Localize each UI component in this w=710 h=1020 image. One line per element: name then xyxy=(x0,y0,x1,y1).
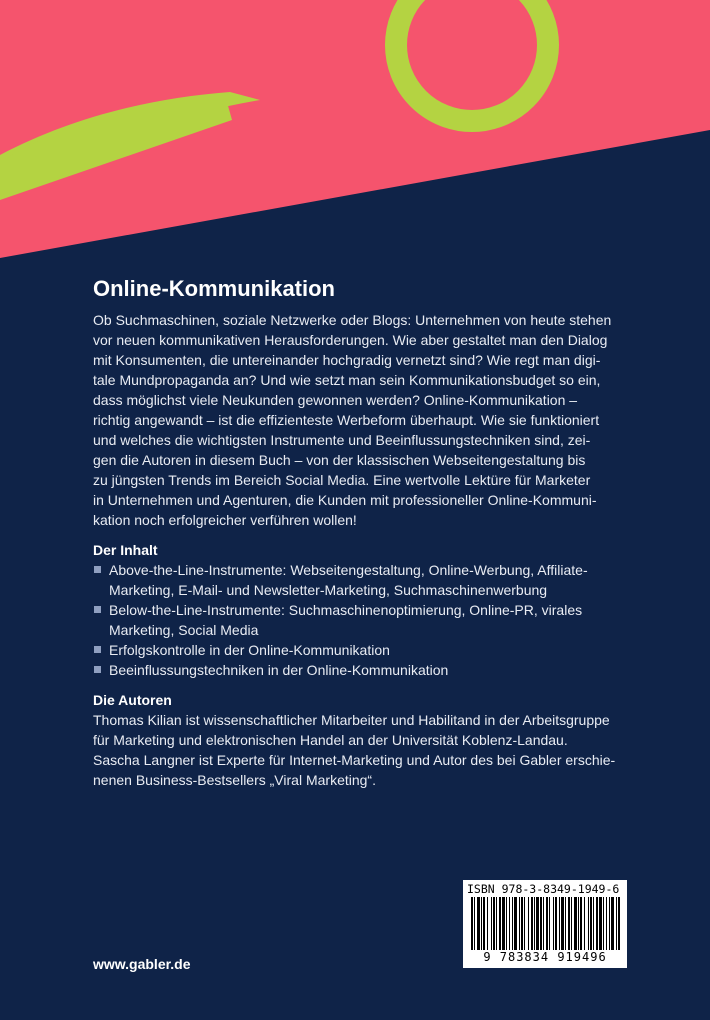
intro-line: vor neuen kommunikativen Herausforderungen. Wie aber gestaltet man den Dialog xyxy=(93,332,608,349)
barcode-bar xyxy=(553,897,554,950)
square-bullet-icon xyxy=(94,606,101,613)
barcode-bar xyxy=(512,897,513,950)
barcode-bar xyxy=(543,897,544,950)
intro-line: und welches die wichtigsten Instrumente und Beeinflussungstechniken sind, zei- xyxy=(93,432,591,449)
barcode-bar xyxy=(616,897,617,950)
barcode-bar xyxy=(609,897,610,950)
barcode-bar xyxy=(571,897,572,950)
authors-line: nenen Business-Bestsellers „Viral Marketing“. xyxy=(93,772,376,789)
barcode-bar xyxy=(502,897,505,950)
barcode-bar xyxy=(524,897,525,950)
barcode-bar xyxy=(606,897,607,950)
barcode-bar xyxy=(555,897,557,950)
barcode-bar xyxy=(580,897,582,950)
authors-paragraph xyxy=(93,710,625,790)
barcode-bar xyxy=(474,897,475,950)
intro-line: Ob Suchmaschinen, soziale Netzwerke oder Blogs: Unternehmen von heute stehen xyxy=(93,312,612,329)
barcode-bar xyxy=(506,897,507,950)
square-bullet-icon xyxy=(94,666,101,673)
barcode-bar xyxy=(534,897,535,950)
square-bullet-icon xyxy=(94,646,101,653)
barcode-bar xyxy=(568,897,570,950)
intro-line: in Unternehmen und Agenturen, die Kunden mit professioneller Online-Kommuni- xyxy=(93,492,597,509)
intro-line: zu jüngsten Trends im Bereich Social Media. Eine wertvolle Lektüre für Marketer xyxy=(93,472,591,489)
publisher-website: www.gabler.de xyxy=(93,956,191,972)
barcode-bar xyxy=(611,897,614,950)
intro-line: tale Mundpropaganda an? Und wie setzt man sein Kommunikationsbudget so ein, xyxy=(93,372,601,389)
barcode-bar xyxy=(496,897,497,950)
barcode-bar xyxy=(618,897,620,950)
barcode-bar xyxy=(487,897,488,950)
barcode-bar xyxy=(549,897,550,950)
barcode-bar xyxy=(499,897,501,950)
list-item-line: Erfolgskontrolle in der Online-Kommunikation xyxy=(109,642,390,659)
barcode-bar xyxy=(599,897,602,950)
square-bullet-icon xyxy=(94,566,101,573)
barcode-bar xyxy=(574,897,577,950)
book-title: Online-Kommunikation xyxy=(93,276,335,301)
barcode-bar xyxy=(481,897,482,950)
barcode-bar xyxy=(493,897,495,950)
barcode-bar xyxy=(509,897,510,950)
isbn-barcode-box xyxy=(463,880,627,968)
list-item-line: Below-the-Line-Instrumente: Suchmaschinenoptimierung, Online-PR, virales xyxy=(109,602,583,619)
barcode-bar xyxy=(596,897,598,950)
list-item xyxy=(93,600,625,640)
list-item-line: Beeinflussungstechniken in der Online-Kommunikation xyxy=(109,662,449,679)
list-item xyxy=(93,660,625,680)
contents-list xyxy=(93,560,625,680)
barcode-bar xyxy=(519,897,520,950)
list-item xyxy=(93,560,625,600)
intro-line: dass möglichst viele Neukunden gewonnen werden? Online-Kommunikation – xyxy=(93,392,578,409)
barcode-bar xyxy=(477,897,480,950)
barcode-bar xyxy=(546,897,548,950)
intro-line: richtig angewandt – ist die effizienteste Werbeform überhaupt. Wie sie funktioniert xyxy=(93,412,600,429)
barcode-bar xyxy=(528,897,529,950)
list-item-line: Marketing, Social Media xyxy=(109,622,259,639)
barcode-bar xyxy=(561,897,564,950)
intro-paragraph xyxy=(93,310,625,530)
authors-line: Sascha Langner ist Experte für Internet-Marketing und Autor des bei Gabler erschie- xyxy=(93,752,616,769)
barcode-bar xyxy=(483,897,485,950)
contents-heading: Der Inhalt xyxy=(93,542,158,559)
barcode-bar xyxy=(593,897,594,950)
barcode-bar xyxy=(491,897,492,950)
cover-text xyxy=(93,276,625,790)
barcode-bar xyxy=(471,897,473,950)
barcode-bar xyxy=(584,897,585,950)
barcode-graphic xyxy=(469,897,621,952)
barcode-bar xyxy=(521,897,523,950)
intro-line: kation noch erfolgreicher verführen wollen! xyxy=(93,512,357,529)
barcode-bar xyxy=(514,897,517,950)
authors-line: für Marketing und elektronischen Handel an der Universität Koblenz-Landau. xyxy=(93,732,568,749)
barcode-bar xyxy=(590,897,592,950)
list-item-line: Marketing, E-Mail- und Newsletter-Marketing, Suchmaschinenwerbung xyxy=(109,582,548,599)
barcode-bar xyxy=(565,897,566,950)
barcode-bar xyxy=(578,897,579,950)
barcode-bar xyxy=(540,897,542,950)
barcode-bar xyxy=(531,897,533,950)
intro-line: gen die Autoren in diesem Buch – von der klassischen Webseitengestaltung bis xyxy=(93,452,586,469)
barcode-bar xyxy=(603,897,604,950)
isbn-digits: 9 783834 919496 xyxy=(483,950,607,964)
isbn-label: ISBN 978-3-8349-1949-6 xyxy=(467,882,620,896)
authors-line: Thomas Kilian ist wissenschaftlicher Mitarbeiter und Habilitand in der Arbeitsgruppe xyxy=(93,712,610,729)
list-item xyxy=(93,640,625,660)
barcode-bar xyxy=(588,897,589,950)
barcode-bar xyxy=(536,897,539,950)
barcode-bar xyxy=(559,897,560,950)
list-item-line: Above-the-Line-Instrumente: Webseitengestaltung, Online-Werbung, Affiliate- xyxy=(109,562,588,579)
authors-heading: Die Autoren xyxy=(93,692,172,709)
intro-line: mit Konsumenten, die untereinander hochgradig vernetzt sind? Wie regt man digi- xyxy=(93,352,601,369)
